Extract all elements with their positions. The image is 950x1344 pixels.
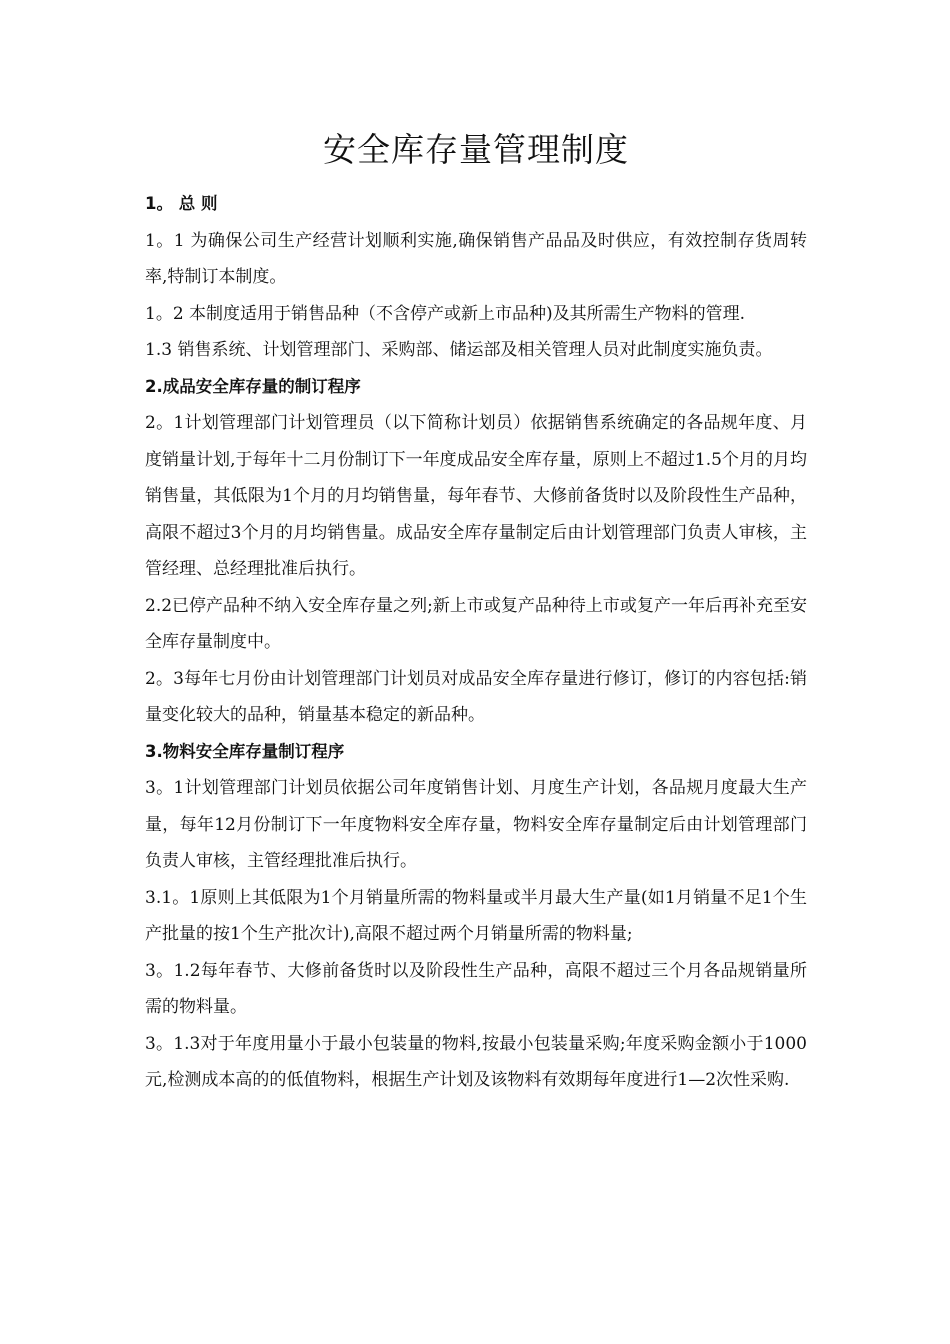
paragraph-3-1: 3。1计划管理部门计划员依据公司年度销售计划、月度生产计划，各品规月度最大生产量，每年12月份制订下一年度物料安全库存量，物料安全库存量制定后由计划管理部门负责人审核，主管经理批准后执行。: [145, 778, 807, 871]
section-heading-materials: 3.物料安全库存量制订程序: [145, 741, 345, 761]
paragraph-2-2: 2.2已停产品种不纳入安全库存量之列;新上市或复产品种待上市或复产一年后再补充至安全库存量制度中。: [145, 595, 807, 652]
paragraph-3-1-1: 3.1。1原则上其低限为1个月销量所需的物料量或半月最大生产量(如1月销量不足1个生产批量的按1个生产批次计),高限不超过两个月销量所需的物料量;: [145, 887, 807, 944]
paragraph-3-1-3: 3。1.3对于年度用量小于最小包装量的物料,按最小包装量采购;年度采购金额小于1000元,检测成本高的的低值物料，根据生产计划及该物料有效期每年度进行1—2次性采购.: [145, 1033, 807, 1090]
paragraph-1-3: 1.3 销售系统、计划管理部门、采购部、储运部及相关管理人员对此制度实施负责。: [145, 340, 773, 360]
section-heading-general: 1。 总 则: [145, 194, 218, 213]
paragraph-2-3: 2。3每年七月份由计划管理部门计划员对成品安全库存量进行修订，修订的内容包括:销量变化较大的品种，销量基本稳定的新品种。: [145, 668, 807, 725]
paragraph-3-1-2: 3。1.2每年春节、大修前备货时以及阶段性生产品种，高限不超过三个月各品规销量所需的物料量。: [145, 960, 807, 1017]
section-heading-finished-goods: 2.成品安全库存量的制订程序: [145, 376, 361, 396]
paragraph-2-1: 2。1计划管理部门计划管理员（以下简称计划员）依据销售系统确定的各品规年度、月度销量计划,于每年十二月份制订下一年度成品安全库存量，原则上不超过1.5个月的月均销售量，其低限为1个月的月均销售量，每年春节、大修前备货时以及阶段性生产品种，高限不超过3个月的月均销售量。成品安全库存量制定后由计划管理部门负责人审核，主管经理、总经理批准后执行。: [145, 413, 807, 579]
paragraph-1-1: 1。1 为确保公司生产经营计划顺利实施,确保销售产品品及时供应，有效控制存货周转率,特制订本制度。: [145, 230, 807, 287]
document-body: [145, 186, 807, 1099]
page-title: 安全库存量管理制度: [323, 130, 629, 169]
paragraph-1-2: 1。2 本制度适用于销售品种（不含停产或新上市品种)及其所需生产物料的管理.: [145, 303, 746, 324]
